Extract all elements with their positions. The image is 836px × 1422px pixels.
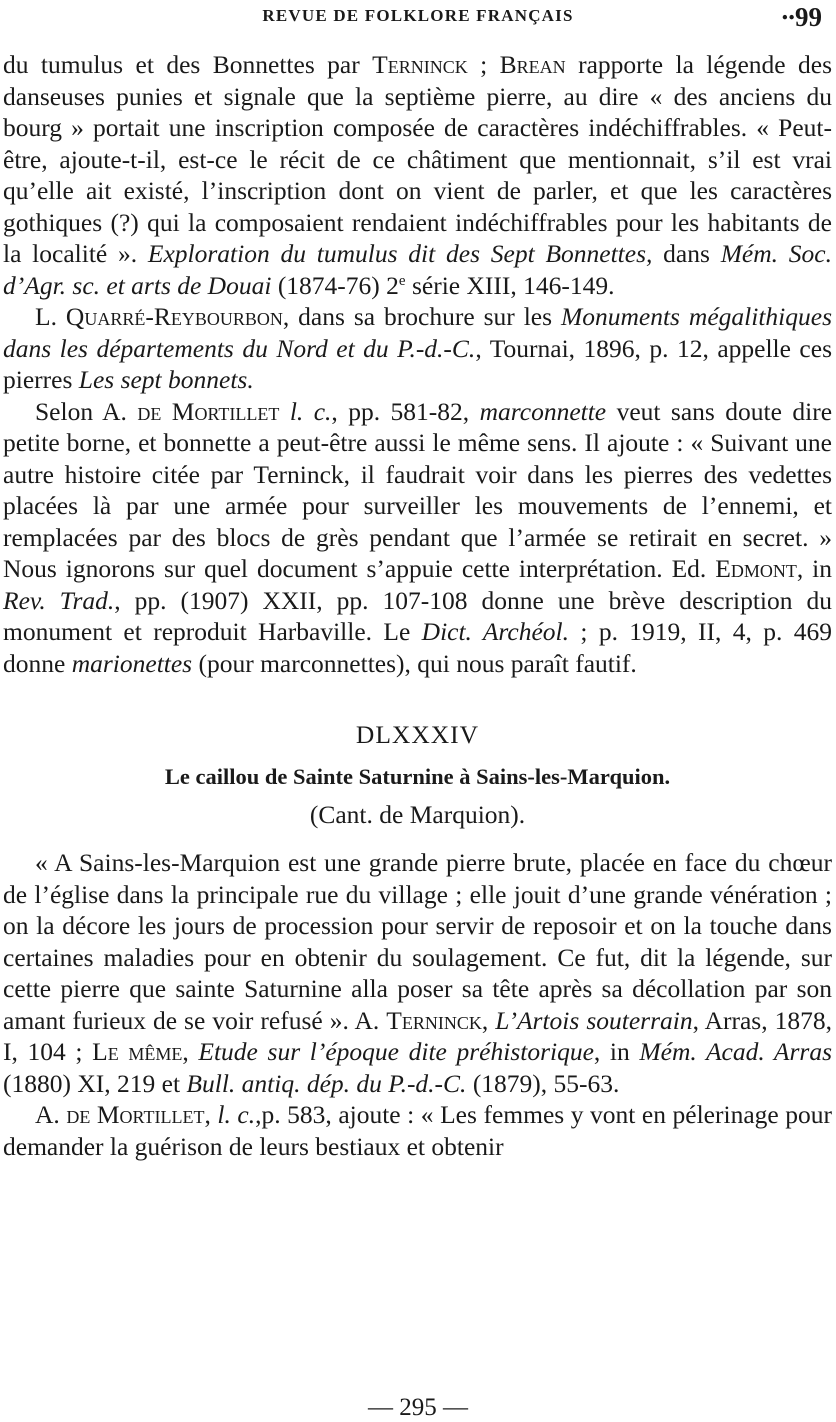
header-page-marker: ∙∙99 bbox=[781, 2, 822, 32]
work-title: Monuments mégalithiques dans les départements du Nord et du P.-d.-C. bbox=[3, 302, 832, 363]
journal-reference: Dict. Archéol. bbox=[421, 617, 569, 646]
author-name: de Mortillet bbox=[66, 1100, 205, 1129]
journal-reference: Bull. antiq. dép. du P.-d.-C. bbox=[186, 1068, 467, 1098]
author-name: Terninck bbox=[386, 1005, 482, 1035]
text-run: , pp. (1907) XXII, pp. 107-108 donne une brève description du monument et reproduit Harbaville. Le bbox=[3, 585, 832, 646]
author-name: Le même bbox=[92, 1037, 183, 1066]
section-subtitle: (Cant. de Marquion). bbox=[309, 800, 526, 829]
section-title: Le caillou de Sainte Saturnine à Sains-les-Marquion. bbox=[164, 764, 671, 789]
term: marionettes bbox=[71, 648, 193, 678]
text-run: , dans sa brochure sur les bbox=[282, 302, 561, 331]
author-name: de Mortillet bbox=[137, 396, 280, 426]
superscript: e bbox=[398, 272, 406, 289]
journal-reference: Mém. Soc. d’Agr. sc. et arts de Douai bbox=[3, 239, 833, 300]
work-title: L’Artois souterrain bbox=[495, 1005, 693, 1035]
text-run: (1879), 55-63. bbox=[466, 1068, 620, 1098]
text-run: A. bbox=[35, 1100, 67, 1129]
term: marconnette bbox=[479, 396, 607, 426]
work-title: Etude sur l’époque dite préhistorique bbox=[198, 1037, 594, 1066]
author-name: Terninck bbox=[372, 50, 468, 79]
text-run: du tumulus et des Bonnettes par bbox=[3, 50, 373, 79]
page-number-footer: — 295 — bbox=[368, 1394, 468, 1421]
journal-reference: Mém. Acad. Arras bbox=[639, 1037, 832, 1066]
paragraph-mortillet-marconnette bbox=[3, 396, 832, 680]
paragraph-tumulus-bonnettes bbox=[3, 49, 832, 301]
text-run bbox=[279, 397, 289, 426]
paragraph-sains-les-marquion bbox=[3, 847, 832, 1099]
citation-abbrev: l. c. bbox=[289, 396, 332, 426]
citation-abbrev: l. c. bbox=[217, 1100, 256, 1129]
page-body bbox=[3, 49, 832, 1162]
text-run: L. bbox=[35, 302, 66, 331]
text-run: (1874-76) 2 bbox=[271, 270, 399, 300]
text-run: rapporte la légende des danseuses punies et signale que la septième pierre, au dire « des anciens du bourg » portait une inscription composée de caractères indéchiffrables. « Peut-être, ajoute-t-il, est-ce le récit de ce châtiment que mentionnait, s’il est vrai qu’elle ait existé, l’inscription dont on vient de parler, et que les caractères gothiques (?) qui la composaient rendaient indéchiffrables pour les habitants de la localité ». bbox=[3, 50, 833, 268]
text-run: ; p. 1919, II, 4, p. 469 donne bbox=[3, 617, 832, 678]
text-run: , bbox=[182, 1037, 199, 1066]
work-title: Les sept bonnets. bbox=[78, 365, 254, 394]
text-run: série XIII, 146-149. bbox=[405, 270, 615, 300]
text-run: , in bbox=[796, 554, 832, 583]
author-name: Quarré-Reybourbon bbox=[65, 302, 283, 331]
text-run: (pour marconnettes), qui nous paraît fautif. bbox=[192, 648, 637, 678]
text-run: , bbox=[481, 1005, 496, 1035]
text-run: , pp. 581-82, bbox=[331, 396, 480, 426]
text-run: , Arras, 1878, I, 104 ; bbox=[3, 1005, 833, 1066]
author-name: Edmont bbox=[715, 554, 797, 583]
paragraph-mortillet-pelerinage bbox=[3, 1099, 832, 1162]
text-run: veut sans doute dire petite borne, et bonnette a peut-être aussi le même sens. Il ajoute : « Suivant une autre histoire citée par Terninck, il faudrait voir dans les pierres des vedettes placées là par une armée pour surveiller les mouvements de l’ennemi, et remplacées par des blocs de grès pendant que l’armée se retirait en secret. » Nous ignorons sur quel document s’appuie cette interprétation. Ed. bbox=[3, 396, 833, 583]
text-run: dans bbox=[652, 239, 721, 268]
running-header bbox=[0, 4, 836, 30]
text-run: , Tournai, 1896, p. 12, appelle ces pierres bbox=[3, 333, 832, 394]
text-run: ,p. 583, ajoute : « Les femmes y vont en pélerinage pour demander la guérison de leurs bestiaux et obtenir bbox=[3, 1100, 833, 1161]
paragraph-quarre-reybourbon bbox=[3, 301, 832, 396]
journal-reference: Rev. Trad. bbox=[3, 585, 115, 615]
text-run: (1880) XI, 219 et bbox=[3, 1068, 187, 1098]
text-run: ; bbox=[467, 50, 500, 79]
text-run: , bbox=[204, 1100, 218, 1129]
text-run: « A Sains-les-Marquion est une grande pierre brute, placée en face du chœur de l’église dans la principale rue du village ; elle jouit d’une grande vénération ; on la décore les jours de procession pour servir de reposoir et on la touche dans certaines maladies pour en obtenir du soulagement. Ce fut, dit la légende, sur cette pierre que sainte Saturnine alla poser sa tête après sa décollation par son amant furieux de se voir refusé ». A. bbox=[3, 848, 832, 1035]
text-run: Selon A. bbox=[35, 396, 138, 426]
journal-title: REVUE DE FOLKLORE FRANÇAIS bbox=[262, 6, 574, 25]
work-title: Exploration du tumulus dit des Sept Bonnettes, bbox=[147, 239, 653, 268]
author-name: Brean bbox=[499, 50, 566, 79]
section-number: DLXXXIV bbox=[355, 720, 480, 749]
text-run: , in bbox=[593, 1037, 640, 1066]
